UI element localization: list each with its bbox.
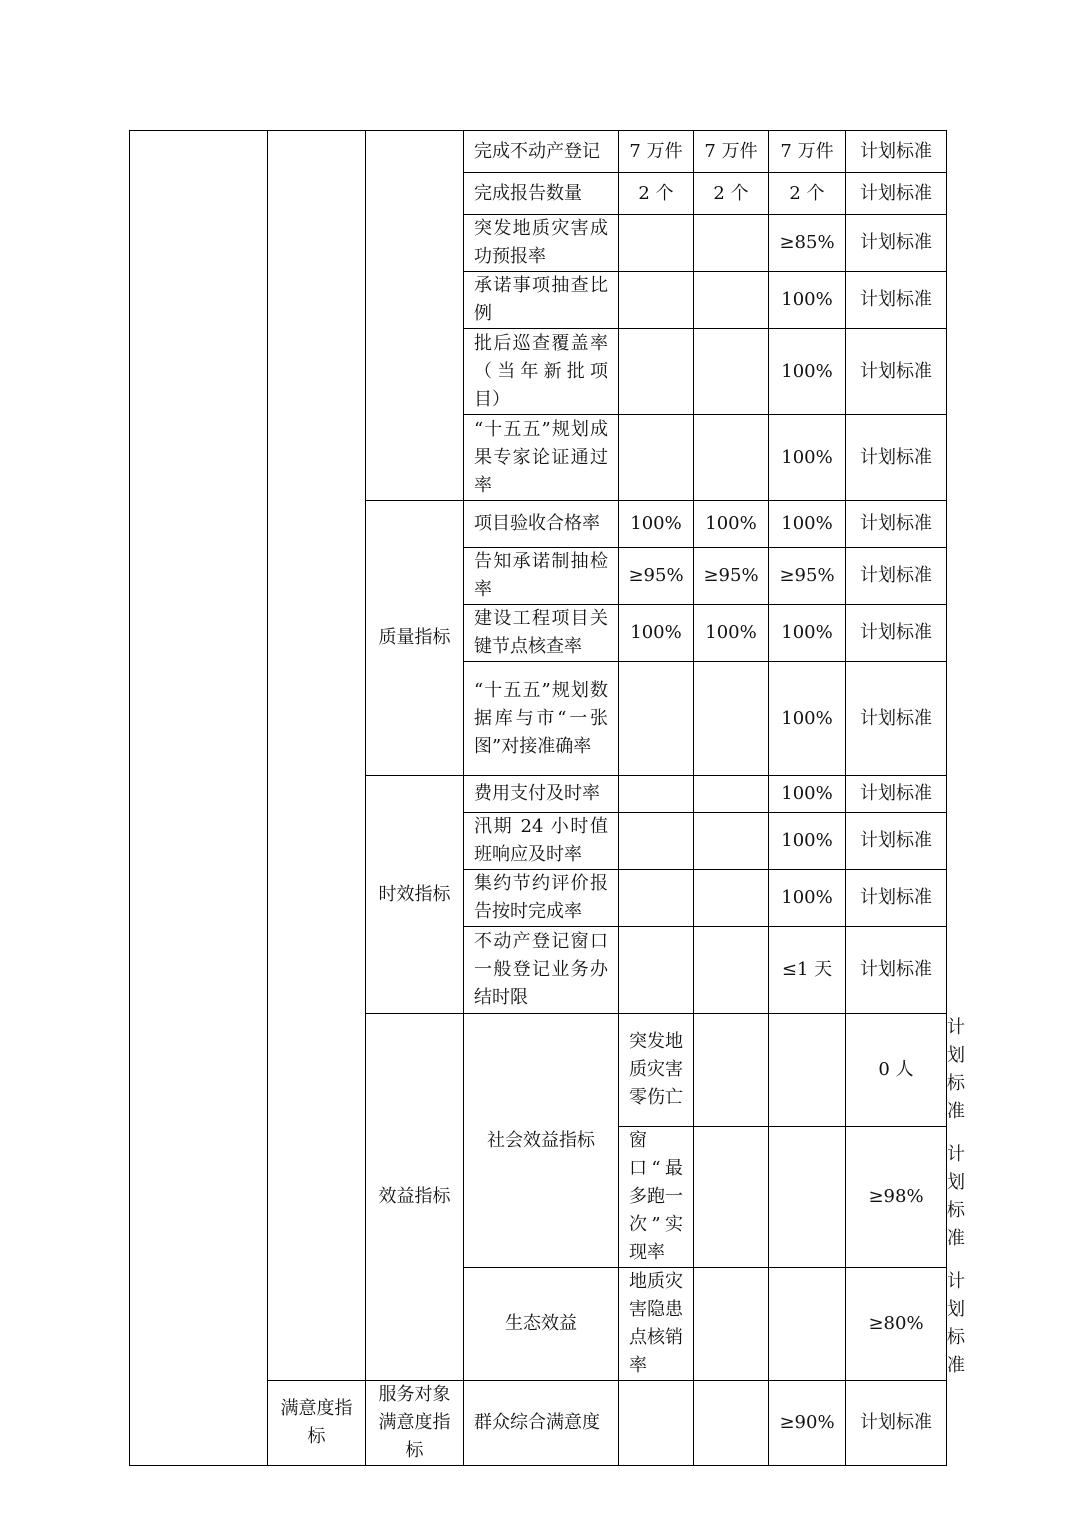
basis: 计划标准 [846, 927, 947, 1014]
indicator-name: 完成不动产登记 [464, 131, 619, 173]
value-2 [694, 329, 769, 415]
value-3: 100% [769, 501, 846, 548]
value-1 [619, 662, 694, 776]
category-ecological-benefit: 生态效益 [464, 1268, 619, 1381]
value-3: 0 人 [846, 1014, 947, 1127]
value-2 [694, 1381, 769, 1466]
value-2 [694, 927, 769, 1014]
value-2 [769, 1268, 846, 1381]
category-timeliness: 时效指标 [366, 776, 464, 1014]
value-3: 100% [769, 776, 846, 813]
value-1 [619, 927, 694, 1014]
value-1 [619, 1381, 694, 1466]
basis: 计划标准 [846, 870, 947, 927]
basis: 计划标准 [846, 329, 947, 415]
value-3: 100% [769, 605, 846, 662]
indicator-name: 地质灾害隐患点核销率 [619, 1268, 694, 1381]
table-row: 效益指标 社会效益指标 突发地质灾害零伤亡 0 人 计划标准 [130, 1014, 947, 1127]
value-3: ≥80% [846, 1268, 947, 1381]
value-1 [694, 1014, 769, 1127]
value-1 [619, 415, 694, 501]
value-3: 100% [769, 662, 846, 776]
value-1: 7 万件 [619, 131, 694, 173]
value-2: 100% [694, 605, 769, 662]
performance-indicator-table [129, 130, 965, 1466]
value-1 [694, 1127, 769, 1268]
indicator-name: 告知承诺制抽检率 [464, 548, 619, 605]
value-1 [619, 813, 694, 870]
value-1: 2 个 [619, 173, 694, 215]
indicator-name: 窗口“最多跑一次”实现率 [619, 1127, 694, 1268]
value-1 [619, 776, 694, 813]
value-3: ≥90% [769, 1381, 846, 1466]
value-1: 100% [619, 605, 694, 662]
value-3: 100% [769, 272, 846, 329]
basis: 计划标准 [846, 215, 947, 272]
value-3: 100% [769, 870, 846, 927]
value-2 [694, 662, 769, 776]
basis: 计划标准 [846, 272, 947, 329]
third-level-category-cell [366, 131, 464, 501]
indicator-name: 突发地质灾害零伤亡 [619, 1014, 694, 1127]
basis: 计划标准 [846, 173, 947, 215]
value-2 [694, 415, 769, 501]
value-2: 2 个 [694, 173, 769, 215]
indicator-name: 完成报告数量 [464, 173, 619, 215]
basis: 计划标准 [846, 813, 947, 870]
category-service-satisfaction: 服务对象满意度指标 [366, 1381, 464, 1466]
value-2 [694, 776, 769, 813]
value-2: ≥95% [694, 548, 769, 605]
value-2: 7 万件 [694, 131, 769, 173]
value-2: 100% [694, 501, 769, 548]
value-1 [619, 329, 694, 415]
indicator-name: “十五五”规划数据库与市“一张图”对接准确率 [464, 662, 619, 776]
table-row [130, 131, 947, 173]
basis: 计划标准 [846, 415, 947, 501]
category-satisfaction: 满意度指标 [268, 1381, 366, 1466]
value-3: 2 个 [769, 173, 846, 215]
value-1: 100% [619, 501, 694, 548]
second-level-category-cell [268, 131, 366, 1381]
basis: 计划标准 [846, 1381, 947, 1466]
indicator-name: 汛期 24 小时值班响应及时率 [464, 813, 619, 870]
value-3: ≤1 天 [769, 927, 846, 1014]
value-2 [694, 813, 769, 870]
value-3: ≥95% [769, 548, 846, 605]
value-2 [694, 215, 769, 272]
indicator-name: 群众综合满意度 [464, 1381, 619, 1466]
indicator-name: “十五五”规划成果专家论证通过率 [464, 415, 619, 501]
value-1 [619, 870, 694, 927]
indicator-name: 批后巡查覆盖率（当年新批项目） [464, 329, 619, 415]
first-level-category-cell [130, 131, 268, 1466]
basis: 计划标准 [846, 131, 947, 173]
indicator-name: 项目验收合格率 [464, 501, 619, 548]
indicator-name: 集约节约评价报告按时完成率 [464, 870, 619, 927]
value-2 [769, 1127, 846, 1268]
value-3: ≥98% [846, 1127, 947, 1268]
value-3: 7 万件 [769, 131, 846, 173]
value-1 [694, 1268, 769, 1381]
category-benefit: 效益指标 [366, 1014, 464, 1381]
value-2 [769, 1014, 846, 1127]
value-3: ≥85% [769, 215, 846, 272]
value-1 [619, 272, 694, 329]
indicator-name: 费用支付及时率 [464, 776, 619, 813]
basis: 计划标准 [846, 501, 947, 548]
indicator-name: 突发地质灾害成功预报率 [464, 215, 619, 272]
basis: 计划标准 [846, 605, 947, 662]
category-social-benefit: 社会效益指标 [464, 1014, 619, 1268]
value-3: 100% [769, 813, 846, 870]
indicator-name: 建设工程项目关键节点核查率 [464, 605, 619, 662]
category-quality: 质量指标 [366, 501, 464, 776]
value-3: 100% [769, 415, 846, 501]
value-1: ≥95% [619, 548, 694, 605]
basis: 计划标准 [846, 776, 947, 813]
value-2 [694, 870, 769, 927]
basis: 计划标准 [846, 548, 947, 605]
basis: 计划标准 [846, 662, 947, 776]
table-row: 窗口“最多跑一次”实现率 ≥98% 计划标准 [130, 1127, 947, 1268]
value-2 [694, 272, 769, 329]
indicator-name: 承诺事项抽查比例 [464, 272, 619, 329]
indicator-name: 不动产登记窗口一般登记业务办结时限 [464, 927, 619, 1014]
value-3: 100% [769, 329, 846, 415]
value-1 [619, 215, 694, 272]
table-row: 生态效益 地质灾害隐患点核销率 ≥80% 计划标准 [130, 1268, 947, 1381]
